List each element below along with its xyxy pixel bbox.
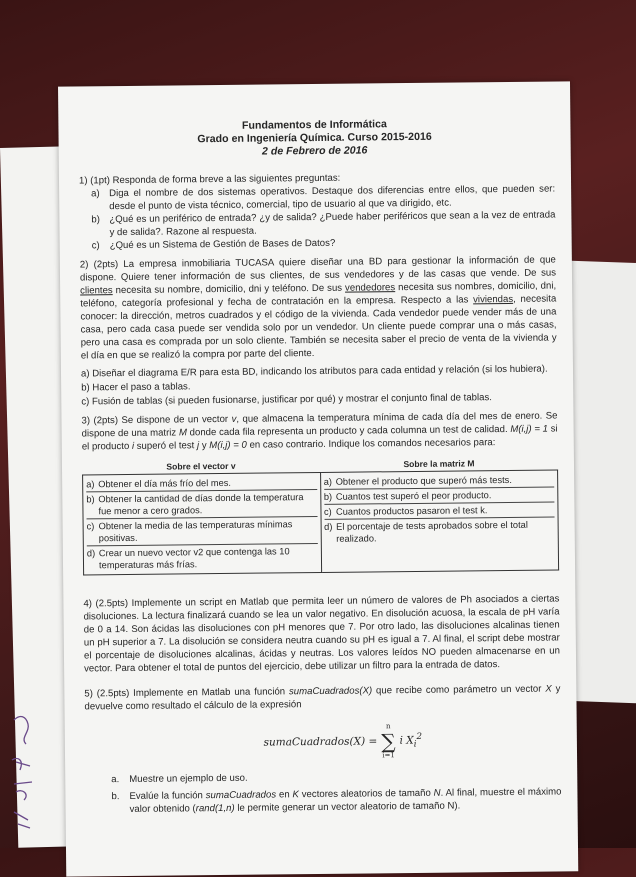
question-4: [83, 592, 560, 675]
question-1-item-c: c) ¿Qué es un Sistema de Gestión de Bases de Datos?: [91, 237, 336, 252]
question-4-statement: 4) (2.5pts) Implemente un script en Matlab que permita leer un número de valores de Ph asociados a ciertas disoluciones. La lectura finalizará cuando se lea un valor negativo. En disolución acuosa, la escala de pH varía de 0 a 14. Son ácidas las disoluciones con pH menores que 7. Por otro lado, las disoluciones alcalinas tienen un pH superior a 7. La disolución se considera neutra cuando su pH es igual a 7. Al final, el script debe mostrar el porcentaje de disoluciones alcalinas, ácidas y neutras. Los valores leídos NO pueden almacenarse en un vector. Para obtener el total de puntos del ejercicio, debe utilizar un filtro para la entrada de datos.: [83, 593, 561, 675]
matrix-task: c) Cuantos productos pasaron el test k.: [324, 503, 555, 520]
matrix-task: a) Obtener el producto que superó más tests.: [324, 473, 555, 490]
question-5-statement: 5) (2.5pts) Implemente en Matlab una función sumaCuadrados(X) que recibe como parámetro un vector X y devuelve como resultado el cálculo de la expresión: [84, 683, 561, 713]
degree-title: Grado en Ingeniería Química. Curso 2015-2016: [197, 130, 432, 146]
vector-task: d) Crear un nuevo vector v2 que contenga las 10 temperaturas más frías.: [86, 546, 290, 571]
matrix-column-header: Sobre la matriz M: [403, 458, 475, 470]
question-1-item-b: b) ¿Qué es un periférico de entrada? ¿y de salida? ¿Puede haber periféricos que sean a la vez de entrada y de salida?. Razone al respuesta.: [91, 209, 556, 239]
question-5-part-a: a. Muestre un ejemplo de uso.: [111, 772, 248, 786]
question-1-intro: 1) (1pt) Responda de forma breve a las siguientes preguntas:: [78, 172, 341, 187]
vector-task: c) Obtener la media de las temperaturas mínimas positivas.: [87, 517, 318, 546]
question-2-part-c: c) Fusión de tablas (si pueden fusionarse, justificar por qué) y mostrar el conjunto final de tablas.: [81, 392, 492, 408]
question-2-statement: 2) (2pts) La empresa inmobiliaria TUCASA quiere diseñar una BD para gestionar la información de que dispone. Quiere tener información de sus clientes, de sus vendedores y de las casas que vende. De sus clientes necesita su nombre, domicilio, dni y teléfono. De sus vendedores necesita sus nombres, domicilio, dni, teléfono, categoría profesional y fecha de contratación en la empresa. Respecto a las viviendas, necesita conocer: la dirección, metros cuadrados y el código de la vivienda. Cada vendedor puede vender más de una casa, pero cada casa puede ser vendida solo por un vendedor. Un cliente puede comprar una o más casas, pero una casa es comprada por un solo cliente. También se necesita saber el precio de venta de la vivienda y el día en que se realizó la compra por parte del cliente.: [79, 254, 557, 362]
question-2-part-b: b) Hacer el paso a tablas.: [81, 381, 191, 394]
question-3-table: [82, 469, 559, 575]
sum-of-squares-formula: sumaCuadrados(X) = n ∑ i=1 i $X_i^2$: [263, 722, 423, 760]
question-5-part-b: b. Evalúe la función sumaCuadrados en K vectores aleatorios de tamaño N. Al final, muestre el máximo valor obtenido (rand(1,n) le permite generar un vector aleatorio de tamaño N).: [111, 786, 562, 815]
question-1-item-a: a) Diga el nombre de dos sistemas operativos. Destaque dos diferencias entre ellos, que pueden ser: desde el punto de vista técnico, comercial, tipo de usuario al que va dirigido, etc.: [91, 183, 556, 213]
vector-task: a) Obtener el día más frío del mes.: [86, 475, 317, 492]
question-1: [79, 169, 556, 252]
exam-sheet: [58, 81, 578, 876]
handwritten-note: [6, 700, 46, 848]
question-2-part-a: a) Diseñar el diagrama E/R para esta BD, indicando los atributos para cada entidad y relación (si los hubiera).: [80, 363, 548, 380]
matrix-task: b) Cuantos test superó el peor producto.: [324, 488, 555, 505]
question-2: [80, 253, 558, 408]
exam-date: 2 de Febrero de 2016: [261, 144, 368, 158]
matrix-task: d) El porcentaje de tests aprobados sobre el total realizado.: [324, 519, 528, 544]
exam-header: [58, 116, 570, 160]
matrix-tasks-cell: [320, 470, 559, 572]
vector-tasks-cell: [83, 472, 322, 574]
question-3: [81, 409, 559, 575]
course-title: Fundamentos de Informática: [241, 118, 387, 132]
question-5: [84, 682, 561, 816]
vector-column-header: Sobre el vector v: [166, 460, 236, 472]
question-3-statement: 3) (2pts) Se dispone de un vector v, que almacena la temperatura mínima de cada día del mes de enero. Se dispone de una matriz M donde cada fila representa un producto y cada columna un test de calidad. M(i,j) = 1 si el producto i superó el test j y M(i,j) = 0 en caso contrario. Indique los comandos necesarios para:: [81, 410, 558, 453]
vector-task: b) Obtener la cantidad de días donde la temperatura fue menor a cero grados.: [86, 490, 317, 519]
